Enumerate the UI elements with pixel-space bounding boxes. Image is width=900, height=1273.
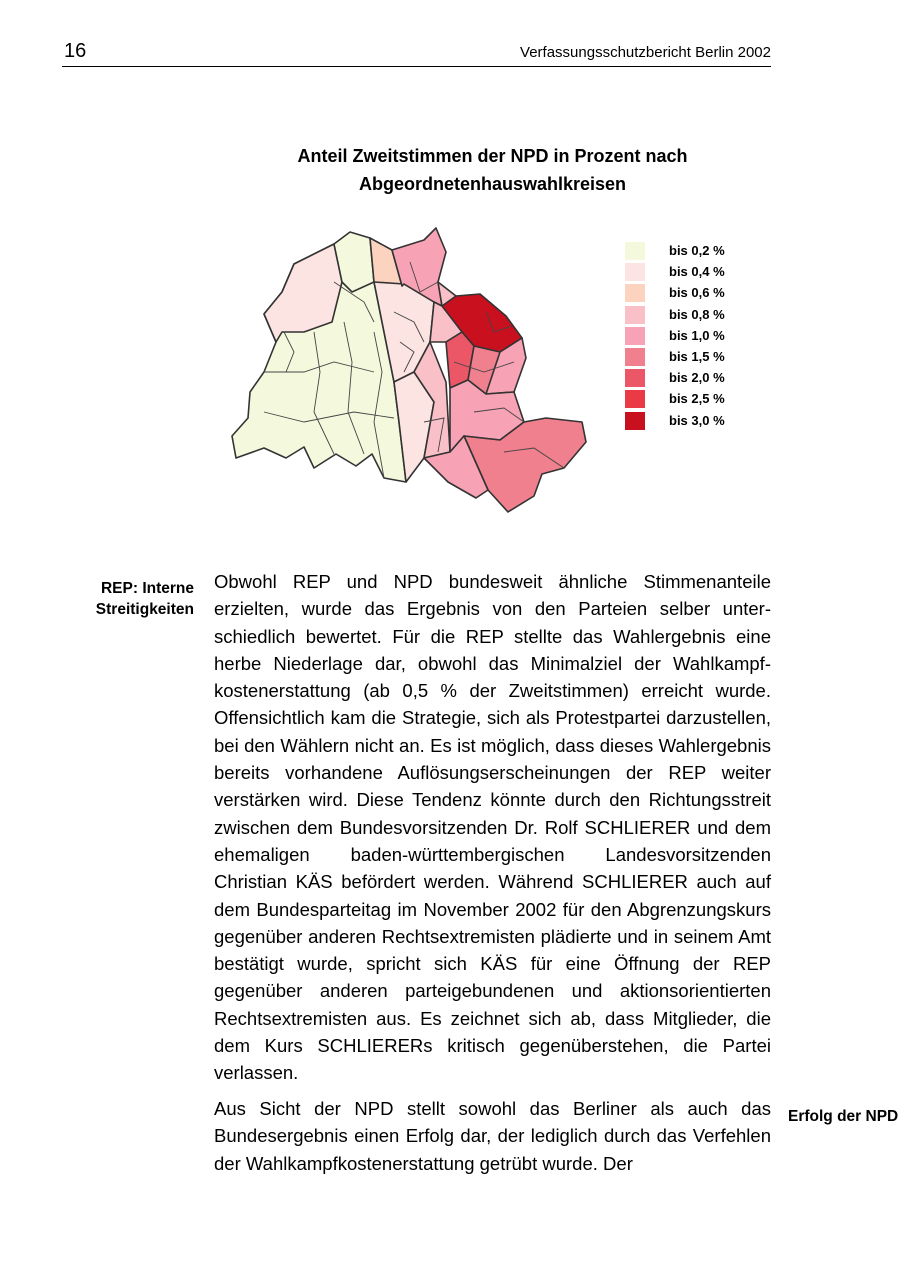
legend-swatch <box>625 284 645 302</box>
legend-label: bis 0,2 % <box>669 243 725 258</box>
legend-swatch <box>625 263 645 281</box>
legend-label: bis 0,8 % <box>669 306 725 322</box>
figure-title-line1: Anteil Zweitstimmen der NPD in Prozent nach <box>297 146 688 166</box>
margin-note-rep-line1: REP: Interne <box>100 580 194 597</box>
body-paragraph-1: Obwohl REP und NPD bundesweit ähnliche Stimmenanteile erzielten, wurde das Ergebnis von den Parteien selber unterschiedlich bewertet. Für die REP stellte das Wahlergebnis eine herbe Niederlage dar, obwohl das Minimalziel der Wahlkampfkostenerstattung (ab 0,5 % der Zweitstimmen) erreicht wurde. Offensichtlich kam die Strategie, sich als Protestpartei darzustellen, bei den Wählern nicht an. Es ist möglich, dass dieses Wahlergebnis bereits vorhandene Auflösungserscheinungen der REP weiter verstärken wird. Diese Tendenz könnte durch den Richtungsstreit zwischen dem Bundesvorsitzenden Dr. Rolf SCHLIERER und dem ehemaligen baden-württembergischen Landesvorsitzenden Christian KÄS befördert werden. Während SCHLIERER auch auf dem Bundesparteitag im November 2002 für den Abgrenzungskurs gegenüber anderen Rechtsextremisten plädierte und in seinem Amt bestätigt wurde, spricht sich KÄS für eine Öffnung der REP gegenüber anderen parteigebundenen und aktionsorientierten Rechtsextremisten aus. Es zeichnet sich ab, dass Mitglieder, die dem Kurs SCHLIERERs kritisch gegenüberstehen, die Partei verlassen. <box>214 571 771 1084</box>
legend-label: bis 0,6 % <box>669 285 725 301</box>
legend-swatch <box>625 306 645 324</box>
legend-swatch <box>625 390 645 408</box>
running-title: Verfassungsschutzbericht Berlin 2002 <box>520 44 771 61</box>
legend-swatch <box>625 327 645 345</box>
legend-swatch <box>625 348 645 366</box>
body-paragraph-2: Aus Sicht der NPD stellt sowohl das Berliner als auch das Bundesergebnis einen Erfolg dar, der lediglich durch das Verfehlen der Wahlkampfkostenerstattung getrübt wurde. Der <box>214 1098 771 1174</box>
legend-swatch <box>625 412 645 430</box>
margin-note-npd: Erfolg der NPD <box>788 1108 899 1125</box>
header-rule <box>62 66 771 67</box>
legend-label: bis 0,4 % <box>669 264 725 280</box>
legend-swatch <box>625 242 645 260</box>
legend-label: bis 2,5 % <box>669 391 725 407</box>
margin-note-rep <box>96 578 194 620</box>
figure-title <box>230 142 755 198</box>
legend-label: bis 2,0 % <box>669 370 725 386</box>
legend-label: bis 1,0 % <box>669 327 725 343</box>
page-number: 16 <box>64 40 87 62</box>
legend-swatch <box>625 369 645 387</box>
legend-label: bis 1,5 % <box>669 348 725 364</box>
margin-note-rep-line2: Streitigkeiten <box>95 601 194 618</box>
berlin-district-map <box>224 222 594 518</box>
legend-label: bis 3,0 % <box>669 412 725 428</box>
figure-title-line2: Abgeordnetenhauswahlkreisen <box>358 174 627 194</box>
